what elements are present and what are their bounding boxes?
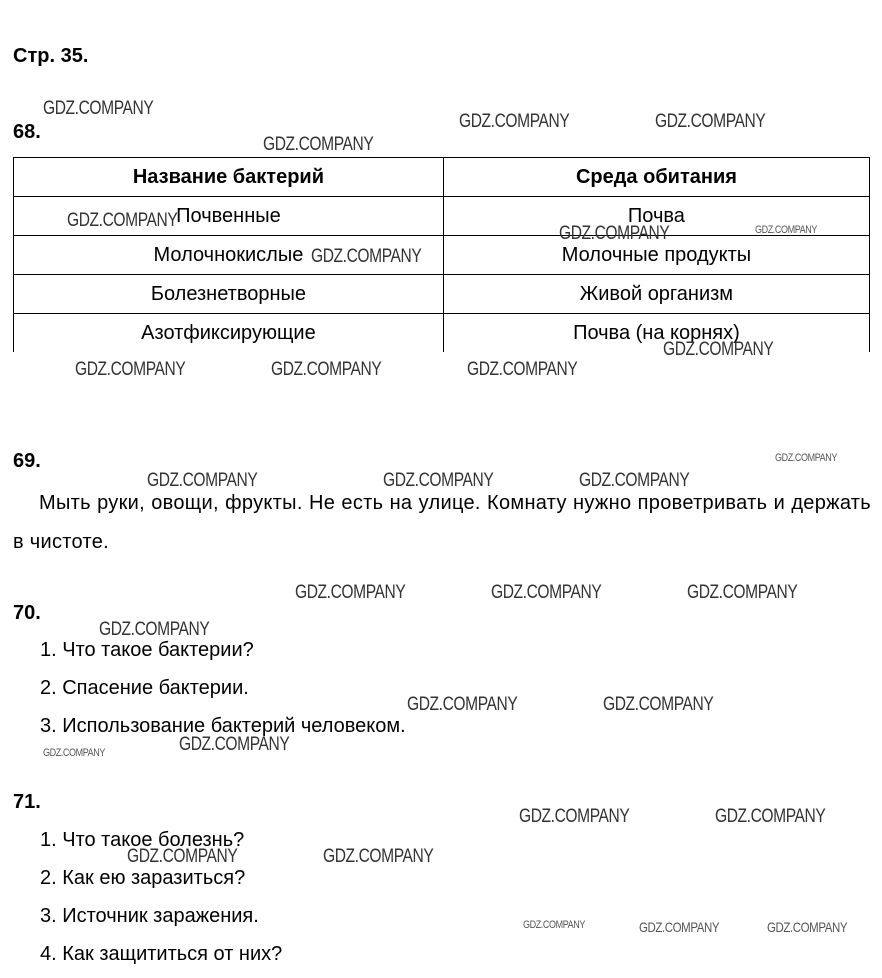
- watermark: GDZ.COMPANY: [755, 224, 817, 236]
- table-row: [14, 275, 870, 314]
- table-cell-name: Азотфиксирующие: [14, 314, 444, 353]
- watermark: GDZ.COMPANY: [767, 919, 848, 935]
- task-68-number: 68.: [13, 121, 41, 143]
- watermark: GDZ.COMPANY: [715, 806, 826, 827]
- watermark: GDZ.COMPANY: [147, 470, 258, 491]
- watermark: GDZ.COMPANY: [523, 919, 585, 931]
- watermark: GDZ.COMPANY: [43, 98, 154, 119]
- table-cell-habitat: Живой организм: [443, 275, 869, 314]
- bacteria-table: [13, 157, 870, 352]
- watermark: GDZ.COMPANY: [559, 223, 670, 244]
- list-item: 3. Использование бактерий человеком.: [40, 715, 406, 737]
- watermark: GDZ.COMPANY: [127, 846, 238, 867]
- watermark: GDZ.COMPANY: [639, 919, 720, 935]
- watermark: GDZ.COMPANY: [43, 747, 105, 759]
- watermark: GDZ.COMPANY: [491, 582, 602, 603]
- watermark: GDZ.COMPANY: [263, 134, 374, 155]
- watermark: GDZ.COMPANY: [687, 582, 798, 603]
- table-cell-name: Почвенные: [14, 197, 444, 236]
- watermark: GDZ.COMPANY: [467, 359, 578, 380]
- watermark: GDZ.COMPANY: [295, 582, 406, 603]
- list-item: 1. Что такое бактерии?: [40, 639, 254, 661]
- table-row: [14, 314, 870, 353]
- table-cell-name: Молочнокислые: [14, 236, 444, 275]
- table-row: [14, 236, 870, 275]
- table-cell-habitat: Почва (на корнях): [443, 314, 869, 353]
- table-header-name: Название бактерий: [14, 158, 444, 197]
- list-item: 3. Источник заражения.: [40, 905, 259, 927]
- page-label: Стр. 35.: [13, 45, 89, 67]
- table-header-row: [14, 158, 870, 197]
- task-69-text: Мыть руки, овощи, фрукты. Не есть на улице. Комнату нужно проветривать и держать в чистоте.: [13, 492, 871, 553]
- table-cell-name: Болезнетворные: [14, 275, 444, 314]
- watermark: GDZ.COMPANY: [407, 694, 518, 715]
- watermark: GDZ.COMPANY: [311, 246, 422, 267]
- watermark: GDZ.COMPANY: [271, 359, 382, 380]
- task-70-number: 70.: [13, 602, 41, 624]
- watermark: GDZ.COMPANY: [75, 359, 186, 380]
- watermark: GDZ.COMPANY: [383, 470, 494, 491]
- watermark: GDZ.COMPANY: [323, 846, 434, 867]
- watermark: GDZ.COMPANY: [603, 694, 714, 715]
- watermark: GDZ.COMPANY: [775, 452, 837, 464]
- watermark: GDZ.COMPANY: [655, 111, 766, 132]
- watermark: GDZ.COMPANY: [179, 734, 290, 755]
- table-cell-habitat: Молочные продукты: [443, 236, 869, 275]
- list-item: 2. Спасение бактерии.: [40, 677, 249, 699]
- task-71-number: 71.: [13, 791, 41, 813]
- task-69-number: 69.: [13, 450, 41, 472]
- watermark: GDZ.COMPANY: [663, 339, 774, 360]
- watermark: GDZ.COMPANY: [459, 111, 570, 132]
- table-header-habitat: Среда обитания: [443, 158, 869, 197]
- watermark: GDZ.COMPANY: [67, 210, 178, 231]
- list-item: 4. Как защититься от них?: [40, 943, 283, 965]
- list-item: 2. Как ею заразиться?: [40, 867, 246, 889]
- watermark: GDZ.COMPANY: [579, 470, 690, 491]
- watermark: GDZ.COMPANY: [519, 806, 630, 827]
- watermark: GDZ.COMPANY: [99, 619, 210, 640]
- list-item: 1. Что такое болезнь?: [40, 829, 245, 851]
- table-row: [14, 197, 870, 236]
- table-cell-habitat: Почва: [443, 197, 869, 236]
